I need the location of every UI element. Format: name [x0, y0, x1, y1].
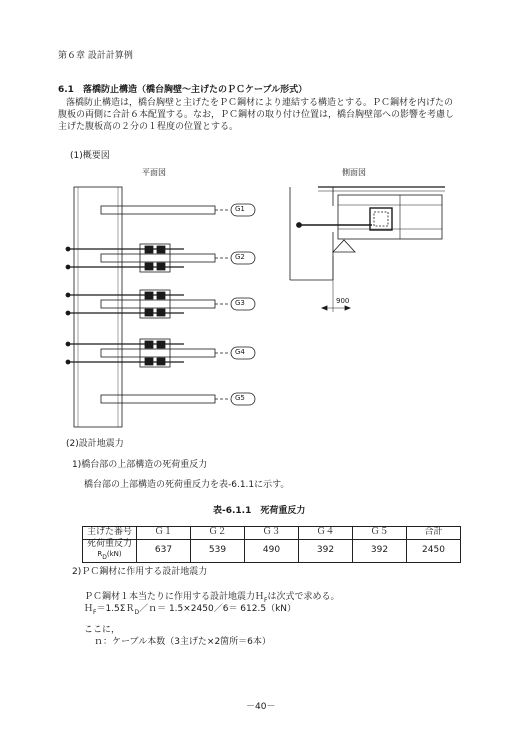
plan-view-label: 平面図	[142, 168, 166, 177]
overview-heading: (1)概要図	[70, 151, 110, 161]
sub2-text	[84, 593, 339, 604]
girder-tag-g5: G5	[235, 394, 245, 402]
table-caption: 表-6.1.1 死荷重反力	[213, 506, 306, 516]
girder-g3	[66, 290, 230, 318]
girder-tag-g1: G1	[235, 205, 245, 213]
chapter-title: 第６章 設計計算例	[58, 51, 133, 61]
sub2-text-main: ＰＣ鋼材１本当たりに作用する設計地震力Ｈ	[84, 592, 265, 602]
row-label-symbol: R	[97, 550, 103, 559]
header-label: 主げた番号	[83, 527, 137, 540]
sub1-heading: 1)橋台部の上部構造の死荷重反力	[72, 460, 208, 470]
value-g4: 392	[299, 540, 353, 563]
intro-line-3: 主げた腹板高の２分の１程度の位置とする。	[58, 122, 239, 132]
row-label	[83, 540, 137, 563]
intro-line-2: 腹板の両側に合計６本配置する。なお，ＰＣ鋼材の取り付け位置は，橋台胸壁部への影響を考慮し	[58, 110, 455, 120]
dimension-label: 900	[336, 297, 350, 305]
girder-g5	[101, 395, 230, 403]
formula-tail: ／ｎ＝ 1.5×2450／6＝ 612.5（kN）	[139, 604, 297, 614]
formula-lhs: Ｈ	[84, 604, 94, 614]
intro-line-1: 落橋防止構造は，橋台胸壁と主げたをＰＣ鋼材により連結する構造とする。ＰＣ鋼材を内げたの	[66, 98, 454, 108]
abutment-wall	[74, 187, 122, 427]
n-definition: ｎ：ケーブル本数（3主げた×2箇所＝6本）	[94, 637, 271, 647]
girder-g4	[66, 339, 230, 367]
col-total: 合計	[407, 527, 461, 540]
girder-g1	[101, 206, 230, 214]
side-view-label: 側面図	[342, 168, 366, 177]
formula-mid: ＝1.5ΣＲ	[96, 604, 135, 614]
col-g1: Ｇ１	[137, 527, 191, 540]
sub2-text-tail: は次式で求める。	[267, 592, 340, 602]
girder-tag-g2: G2	[235, 253, 245, 261]
table-header-row	[83, 527, 461, 540]
row-label-sub: D	[102, 554, 107, 562]
section-title: 6.1 落橋防止構造（橋台胸壁～主げたのＰＣケーブル形式）	[58, 85, 308, 95]
girder-tag-g3: G3	[235, 299, 245, 307]
side-view-drawing	[290, 187, 445, 312]
value-total: 2450	[407, 540, 461, 563]
girder-tag-g4: G4	[235, 348, 245, 356]
sub1-text: 橋台部の上部構造の死荷重反力を表-6.1.1に示す。	[84, 480, 290, 490]
value-g1: 637	[137, 540, 191, 563]
col-g2: Ｇ２	[191, 527, 245, 540]
value-g2: 539	[191, 540, 245, 563]
col-g4: Ｇ４	[299, 527, 353, 540]
sub2-heading: 2)ＰＣ鋼材に作用する設計地震力	[72, 567, 208, 577]
row-label-unit: (kN)	[106, 550, 122, 559]
col-g5: Ｇ５	[353, 527, 407, 540]
formula-mid-sub: D	[134, 608, 140, 616]
table-value-row	[83, 540, 461, 563]
value-g3: 490	[245, 540, 299, 563]
formula	[84, 605, 296, 616]
girder-g2	[66, 244, 230, 272]
row-label-line1: 死荷重反力	[86, 539, 132, 550]
sub2-text-sub: F	[264, 596, 268, 604]
formula-lhs-sub: F	[93, 608, 97, 616]
dead-load-reaction-table	[82, 526, 461, 563]
plan-view-drawing	[66, 187, 255, 427]
seismic-heading: (2)設計地震力	[66, 439, 124, 449]
col-g3: Ｇ３	[245, 527, 299, 540]
koko-label: ここに，	[84, 625, 121, 635]
page-number: －40－	[246, 702, 276, 712]
value-g5: 392	[353, 540, 407, 563]
